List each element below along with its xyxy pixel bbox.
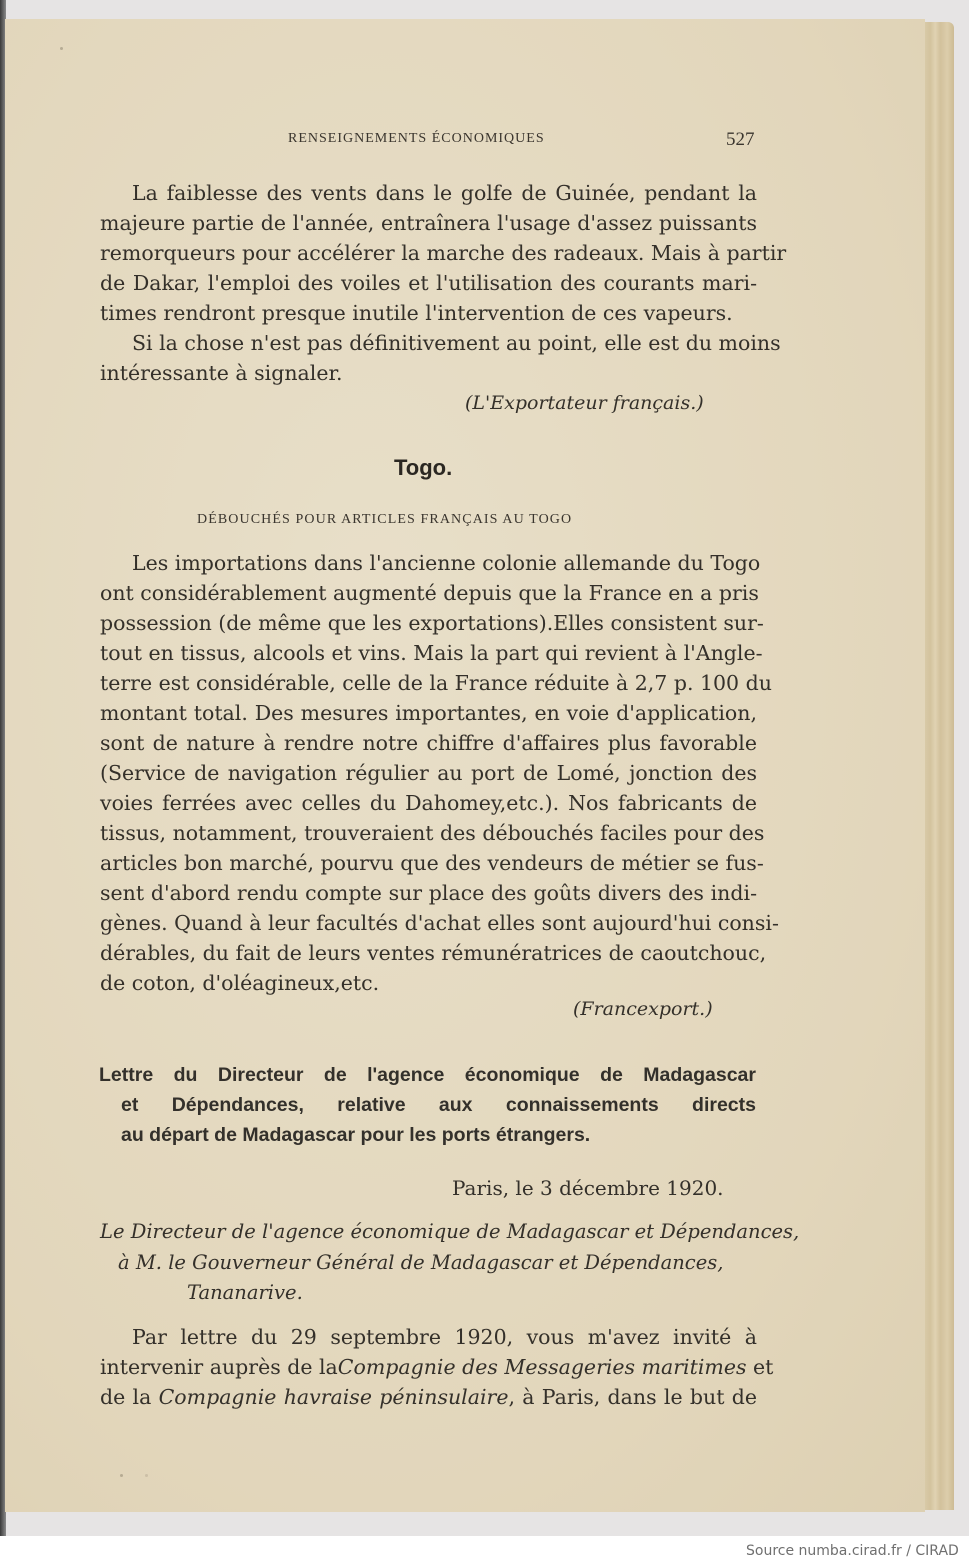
text-run: de la: [100, 1385, 159, 1409]
company-name-italic: Compagnie des Messageries maritimes: [337, 1355, 747, 1379]
paragraph-line: tout en tissus, alcools et vins. Mais la part qui revient à l'Angle-: [100, 641, 763, 665]
paragraph-line: times rendront presque inutile l'intervention de ces vapeurs.: [100, 301, 733, 325]
paragraph-line: Par lettre du 29 septembre 1920, vous m'avez invité à: [132, 1325, 757, 1349]
page-edge-stack: [920, 22, 954, 1510]
paragraph-line: dérables, du fait de leurs ventes rémunératrices de caoutchouc,: [100, 941, 767, 965]
paper-speck: [120, 1474, 123, 1477]
paragraph-line: sent d'abord rendu compte sur place des goûts divers des indi-: [100, 881, 757, 905]
paragraph-line: [100, 1382, 757, 1412]
paragraph-line: possession (de même que les exportations).Elles consistent sur-: [100, 611, 764, 635]
paragraph-line: sont de nature à rendre notre chiffre d'affaires plus favorable: [100, 731, 757, 755]
section-subheading: DÉBOUCHÉS POUR ARTICLES FRANÇAIS AU TOGO: [197, 512, 573, 527]
page-number: 527: [726, 129, 755, 150]
letter-dateline: Paris, le 3 décembre 1920.: [452, 1176, 724, 1200]
company-name-italic: Compagnie havraise péninsulaire: [158, 1385, 509, 1409]
paper-speck: [60, 47, 63, 50]
text-run: et: [746, 1355, 774, 1379]
paragraph-line: articles bon marché, pourvu que des vendeurs de métier se fus-: [100, 851, 764, 875]
source-caption: Source numba.cirad.fr / CIRAD: [746, 1543, 959, 1559]
text-run: intervenir auprès de la: [100, 1355, 338, 1379]
paragraph-line: Si la chose n'est pas définitivement au point, elle est du moins: [132, 331, 781, 355]
paragraph-line: remorqueurs pour accélérer la marche des radeaux. Mais à partir: [100, 241, 787, 265]
paragraph-line: de coton, d'oléagineux,etc.: [100, 971, 380, 995]
paragraph-line: gènes. Quand à leur facultés d'achat elles sont aujourd'hui consi-: [100, 911, 779, 935]
paragraph-line: voies ferrées avec celles du Dahomey,etc.). Nos fabricants de: [100, 791, 757, 815]
letter-addressee-line: Tananarive.: [187, 1281, 303, 1304]
paragraph-line: terre est considérable, celle de la France réduite à 2,7 p. 100 du: [100, 671, 772, 695]
letter-title-line: et Dépendances, relative aux connaissements directs: [121, 1094, 756, 1116]
paragraph-line: ont considérablement augmenté depuis que la France en a pris: [100, 581, 759, 605]
letter-title-line: au départ de Madagascar pour les ports étrangers.: [121, 1124, 591, 1146]
source-attribution: (L'Exportateur français.): [465, 392, 704, 414]
paragraph-line: tissus, notamment, trouveraient des débouchés faciles pour des: [100, 821, 765, 845]
letter-addressee-line: Le Directeur de l'agence économique de Madagascar et Dépendances,: [100, 1220, 800, 1243]
paragraph-line: montant total. Des mesures importantes, en voie d'application,: [100, 701, 757, 725]
paragraph-line: (Service de navigation régulier au port de Lomé, jonction des: [100, 761, 757, 785]
paragraph-line: [100, 1352, 774, 1382]
letter-addressee-line: à M. le Gouverneur Général de Madagascar et Dépendances,: [118, 1251, 724, 1274]
text-run: , à Paris, dans le but de: [508, 1385, 757, 1409]
paragraph-line: de Dakar, l'emploi des voiles et l'utilisation des courants mari-: [100, 271, 757, 295]
source-attribution: (Francexport.): [573, 998, 713, 1020]
paragraph-line: Les importations dans l'ancienne colonie allemande du Togo: [132, 551, 761, 575]
section-heading: Togo.: [394, 455, 453, 480]
running-head: RENSEIGNEMENTS ÉCONOMIQUES: [288, 131, 545, 146]
paragraph-line: intéressante à signaler.: [100, 361, 343, 385]
paragraph-line: La faiblesse des vents dans le golfe de Guinée, pendant la: [132, 181, 757, 205]
letter-title-line: Lettre du Directeur de l'agence économique de Madagascar: [99, 1064, 756, 1086]
paragraph-line: majeure partie de l'année, entraînera l'usage d'assez puissants: [100, 211, 757, 235]
paper-speck: [145, 1474, 148, 1477]
